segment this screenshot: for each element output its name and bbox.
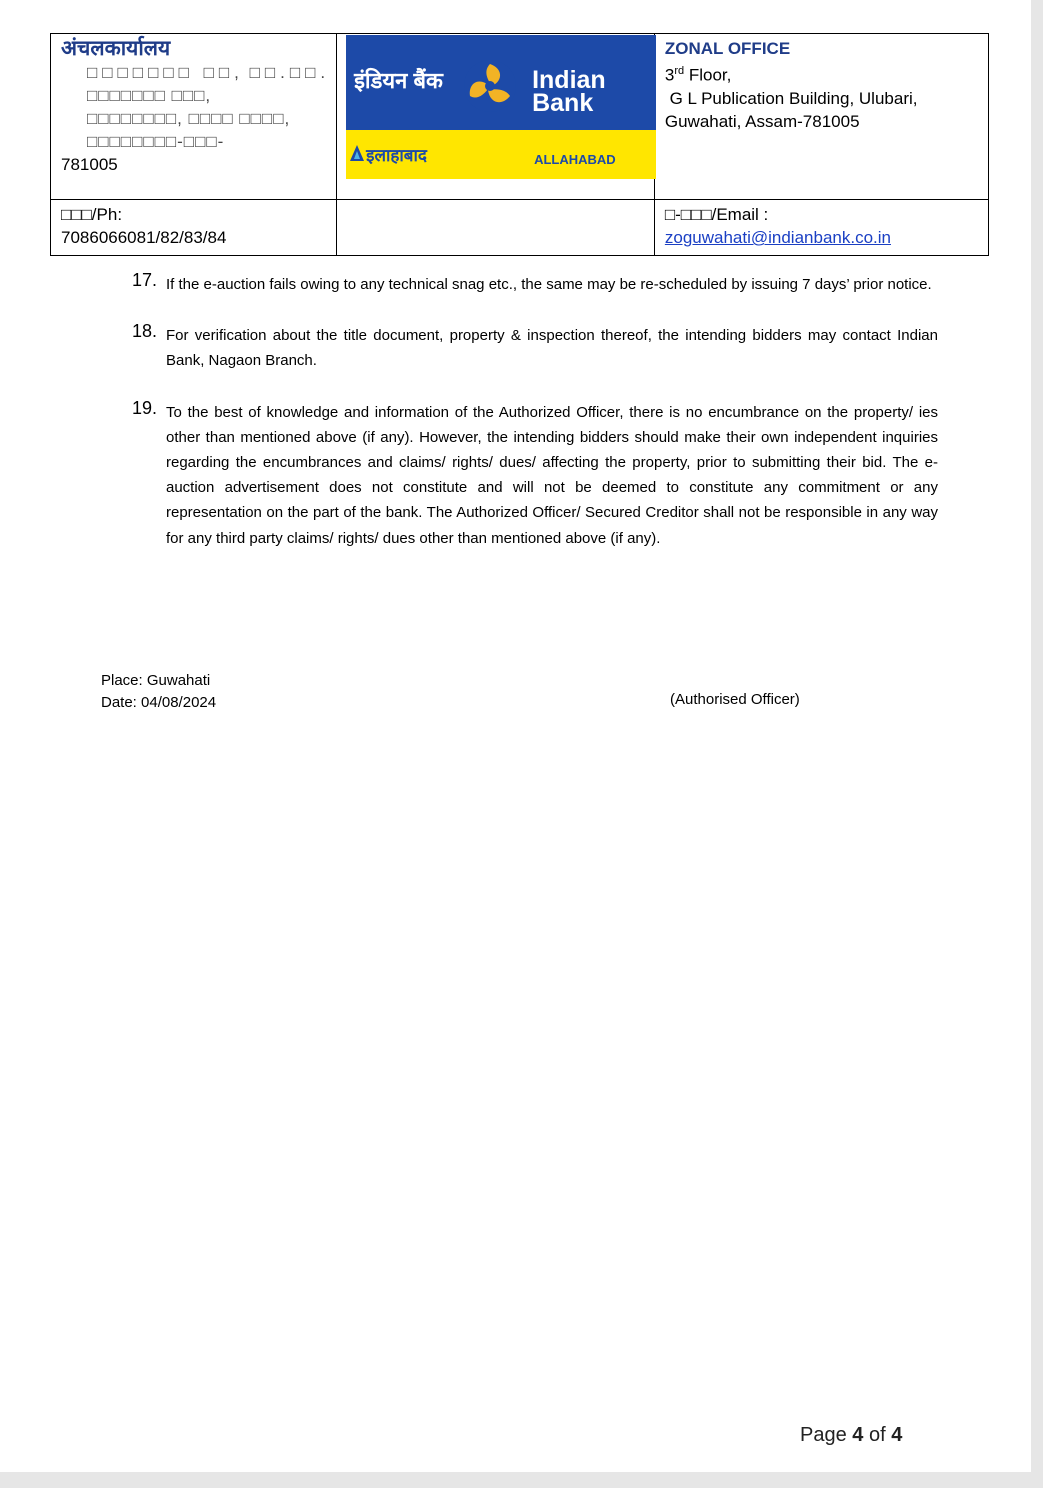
allahabad-triangle-icon	[350, 145, 364, 161]
bank-emblem-icon	[462, 58, 518, 114]
item-number: 17.	[132, 270, 158, 290]
total-pages: 4	[891, 1424, 903, 1446]
page-indicator	[800, 1424, 902, 1447]
item-text: If the e-auction fails owing to any technical snag etc., the same may be re-scheduled by issuing 7 days’ prior notice.	[166, 276, 932, 293]
place-date-block	[101, 670, 216, 714]
floor-text: Floor,	[684, 65, 732, 85]
signatory-text: (Authorised Officer)	[670, 691, 800, 708]
current-page: 4	[852, 1424, 864, 1446]
list-item	[132, 323, 938, 373]
item-number: 19.	[132, 397, 158, 418]
list-item	[132, 397, 938, 551]
email-cell	[654, 200, 988, 256]
of-word: of	[868, 1424, 886, 1446]
floor-suffix: rd	[674, 65, 685, 77]
logo-allahabad-hindi: इलाहाबाद	[366, 146, 427, 165]
empty-cell	[337, 200, 655, 256]
list-item	[132, 272, 938, 297]
phone-label: □□□/Ph:	[61, 205, 123, 224]
email-link[interactable]: zoguwahati@indianbank.co.in	[664, 228, 891, 247]
hindi-address-pincode: 781005	[61, 155, 118, 174]
logo-cell	[337, 34, 655, 200]
hindi-address-line: □□□□□□□□-□□□-	[87, 132, 225, 151]
indian-bank-logo	[346, 35, 656, 179]
zonal-office-title: ZONAL OFFICE	[664, 39, 791, 58]
phone-number: 7086066081/82/83/84	[61, 228, 227, 247]
hindi-address-line: □□□□□□□□, □□□□ □□□□,	[87, 109, 291, 128]
hindi-address-line: □□□□□□□ □□, □□.□□. □□□□□□□ □□□,	[87, 63, 327, 105]
phone-cell	[51, 200, 337, 256]
item-text: For verification about the title document, property & inspection thereof, the intending bidders may contact Indian Bank, Nagaon Branch.	[166, 327, 938, 370]
place-text: Place: Guwahati	[101, 672, 211, 689]
logo-hindi-name: इंडियन बैंक	[354, 68, 443, 93]
email-label: □-□□□/Email :	[664, 205, 769, 224]
item-text: To the best of knowledge and information of the Authorized Officer, there is no encumbrance on the property/ ies other than mentioned above (if any). However, the intending bidders should make their own independent inquiries regarding the encumbrances and claims/ rights/ dues/ affecting the property, prior to submitting their bid. The e-auction advertisement does not constitute and will not be deemed to constitute any commitment or any representation on the part of the bank. The Authorized Officer/ Secured Creditor shall not be responsible in any way for any third party claims/ rights/ dues other than mentioned above (if any).	[166, 403, 938, 547]
letterhead-table	[50, 33, 989, 256]
item-number: 18.	[132, 321, 158, 342]
english-address-cell	[654, 34, 988, 200]
logo-english-name: Indian Bank	[532, 66, 606, 117]
address-floor	[665, 60, 978, 87]
floor-number: 3	[664, 65, 675, 85]
logo-allahabad-english: ALLAHABAD	[534, 152, 616, 167]
address-city: Guwahati, Assam-781005	[664, 111, 860, 131]
zonal-office-hindi-title: अंचलकार्यालय	[61, 37, 171, 60]
hindi-address-cell	[51, 34, 337, 200]
date-text: Date: 04/08/2024	[101, 694, 217, 711]
address-building: G L Publication Building, Ulubari,	[664, 88, 918, 108]
terms-list	[132, 272, 938, 577]
page-word: Page	[800, 1424, 847, 1446]
